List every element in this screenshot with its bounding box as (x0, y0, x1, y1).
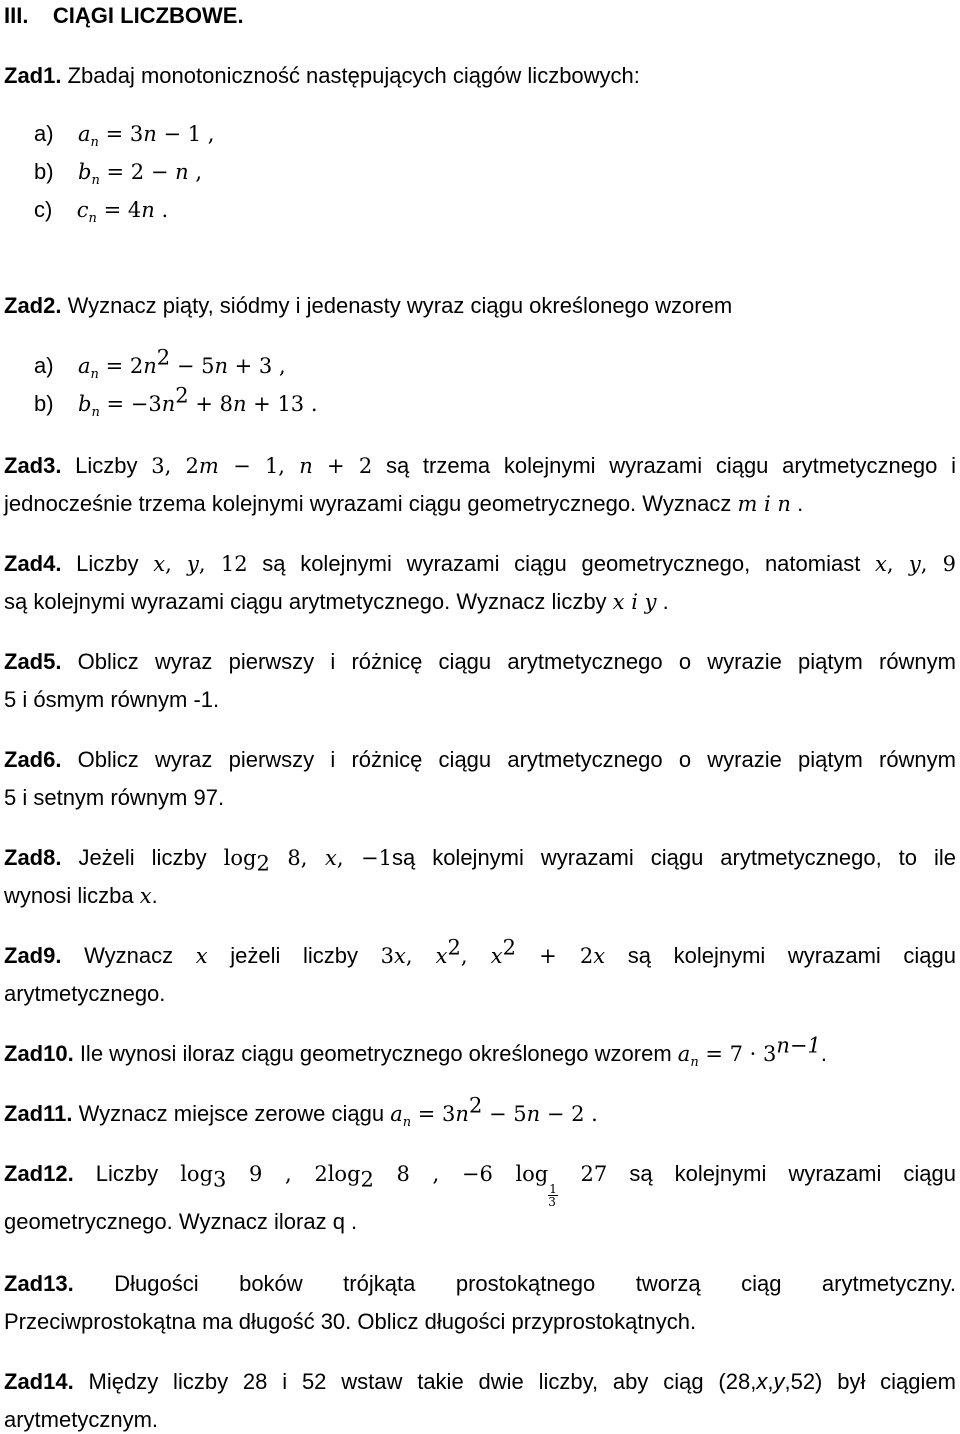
item-label: b) (34, 159, 54, 184)
task-6-line-1: Zad6. Oblicz wyraz pierwszy i różnicę ciągu arytmetycznego o wyrazie piątym równym (4, 747, 956, 772)
task-id: Zad5. (4, 649, 62, 674)
fraction-one-third: $\frac{1}{3}$ (548, 1182, 557, 1209)
task-2 (4, 292, 956, 320)
item-formula: $c_n$ (76, 198, 97, 227)
item-formula: $b_n$ (78, 392, 100, 421)
task-11: Zad11. Wyznacz miejsce zerowe ciągu $a_n = 3n^2 - 5n - 2$ . (4, 1093, 598, 1131)
item-label: b) (34, 391, 54, 416)
task-id: Zad6. (4, 747, 62, 772)
item-label: a) (34, 353, 54, 378)
section-title: CIĄGI LICZBOWE. (52, 3, 244, 28)
task-text: Wyznacz piąty, siódmy i jedenasty wyraz ciągu określonego wzorem (67, 293, 733, 318)
task-id: Zad10. (4, 1041, 74, 1066)
task-6-line-2: 5 i setnym równym 97. (4, 785, 225, 810)
task-id: Zad4. (4, 551, 62, 576)
task-1-item-a: a) $a_n = 3n - 1$ , (34, 121, 215, 151)
task-text: Zbadaj monotoniczność następujących ciągów liczbowych: (67, 63, 640, 88)
task-12-line-2: geometrycznego. Wyznacz iloraz q . (4, 1209, 358, 1234)
task-8-line-2: wynosi liczba x. (4, 883, 158, 908)
task-1-item-b: b) $b_n = 2 - n$ , (34, 159, 202, 189)
task-id: Zad3. (4, 453, 62, 478)
task-id: Zad13. (4, 1271, 74, 1296)
task-2-item-a: a) $a_n = 2n^2 - 5n + 3$ , (34, 345, 286, 383)
task-id: Zad2. (4, 293, 62, 318)
task-1 (4, 62, 956, 90)
task-1-item-c: c) $c_n = 4n$ . (34, 197, 169, 227)
task-5-line-2: 5 i ósmym równym -1. (4, 687, 220, 712)
section-heading (4, 2, 956, 30)
task-id: Zad12. (4, 1161, 74, 1186)
task-id: Zad9. (4, 943, 62, 968)
item-formula: $a_n$ (78, 122, 99, 151)
task-3-line-1: Zad3. Liczby 3, 2m − 1, n + 2 są trzema kolejnymi wyrazami ciągu arytmetycznego i (4, 453, 956, 478)
task-2-item-b: b) $b_n = -3n^2 + 8n + 13$ . (34, 383, 318, 421)
task-4-line-1: Zad4. Liczby x, y, 12 są kolejnymi wyrazami ciągu geometrycznego, natomiast x, y, 9 (4, 551, 956, 576)
task-13-line-2: Przeciwprostokątna ma długość 30. Oblicz długości przyprostokątnych. (4, 1309, 697, 1334)
item-label: a) (34, 121, 54, 146)
task-9-line-2: arytmetycznego. (4, 981, 166, 1006)
task-13-line-1: Zad13. Długości boków trójkąta prostokątnego tworzą ciąg arytmetyczny. (4, 1271, 956, 1296)
task-3-line-2: jednocześnie trzema kolejnymi wyrazami ciągu geometrycznego. Wyznacz m i n . (4, 491, 804, 516)
task-id: Zad1. (4, 63, 62, 88)
task-12-line-1: Zad12. Liczby $\log_3 9$ , $2\log_2$ 8 , −6 log $\frac{1}{3}$ 27 są kolejnymi wyrazami ciągu (4, 1161, 957, 1209)
item-label: c) (34, 197, 53, 222)
task-8-line-1: Zad8. Jeżeli liczby $\log_2 8$, x, −1są kolejnymi wyrazami ciągu arytmetycznego, to ile (4, 845, 957, 876)
section-number: III. (4, 3, 29, 28)
task-14-line-1: Zad14. Między liczby 28 i 52 wstaw takie dwie liczby, aby ciąg (28,x,y,52) był ciągiem (4, 1369, 956, 1394)
task-14-line-2: arytmetycznym. (4, 1407, 159, 1432)
item-formula: $a_n$ (78, 354, 99, 383)
task-id: Zad11. (4, 1101, 73, 1126)
task-9-line-1: Zad9. Wyznacz x jeżeli liczby 3x, $x^2$, $x^2 + 2x$ są kolejnymi wyrazami ciągu (4, 935, 957, 968)
task-5-line-1: Zad5. Oblicz wyraz pierwszy i różnicę ciągu arytmetycznego o wyrazie piątym równym (4, 649, 956, 674)
task-10: Zad10. Ile wynosi iloraz ciągu geometrycznego określonego wzorem $a_n = 7 \cdot 3^{n-1}$. (4, 1033, 827, 1071)
task-4-line-2: są kolejnymi wyrazami ciągu arytmetycznego. Wyznacz liczby x i y . (4, 589, 669, 614)
item-formula: $b_n$ (78, 160, 100, 189)
task-id: Zad8. (4, 845, 62, 870)
task-id: Zad14. (4, 1369, 74, 1394)
